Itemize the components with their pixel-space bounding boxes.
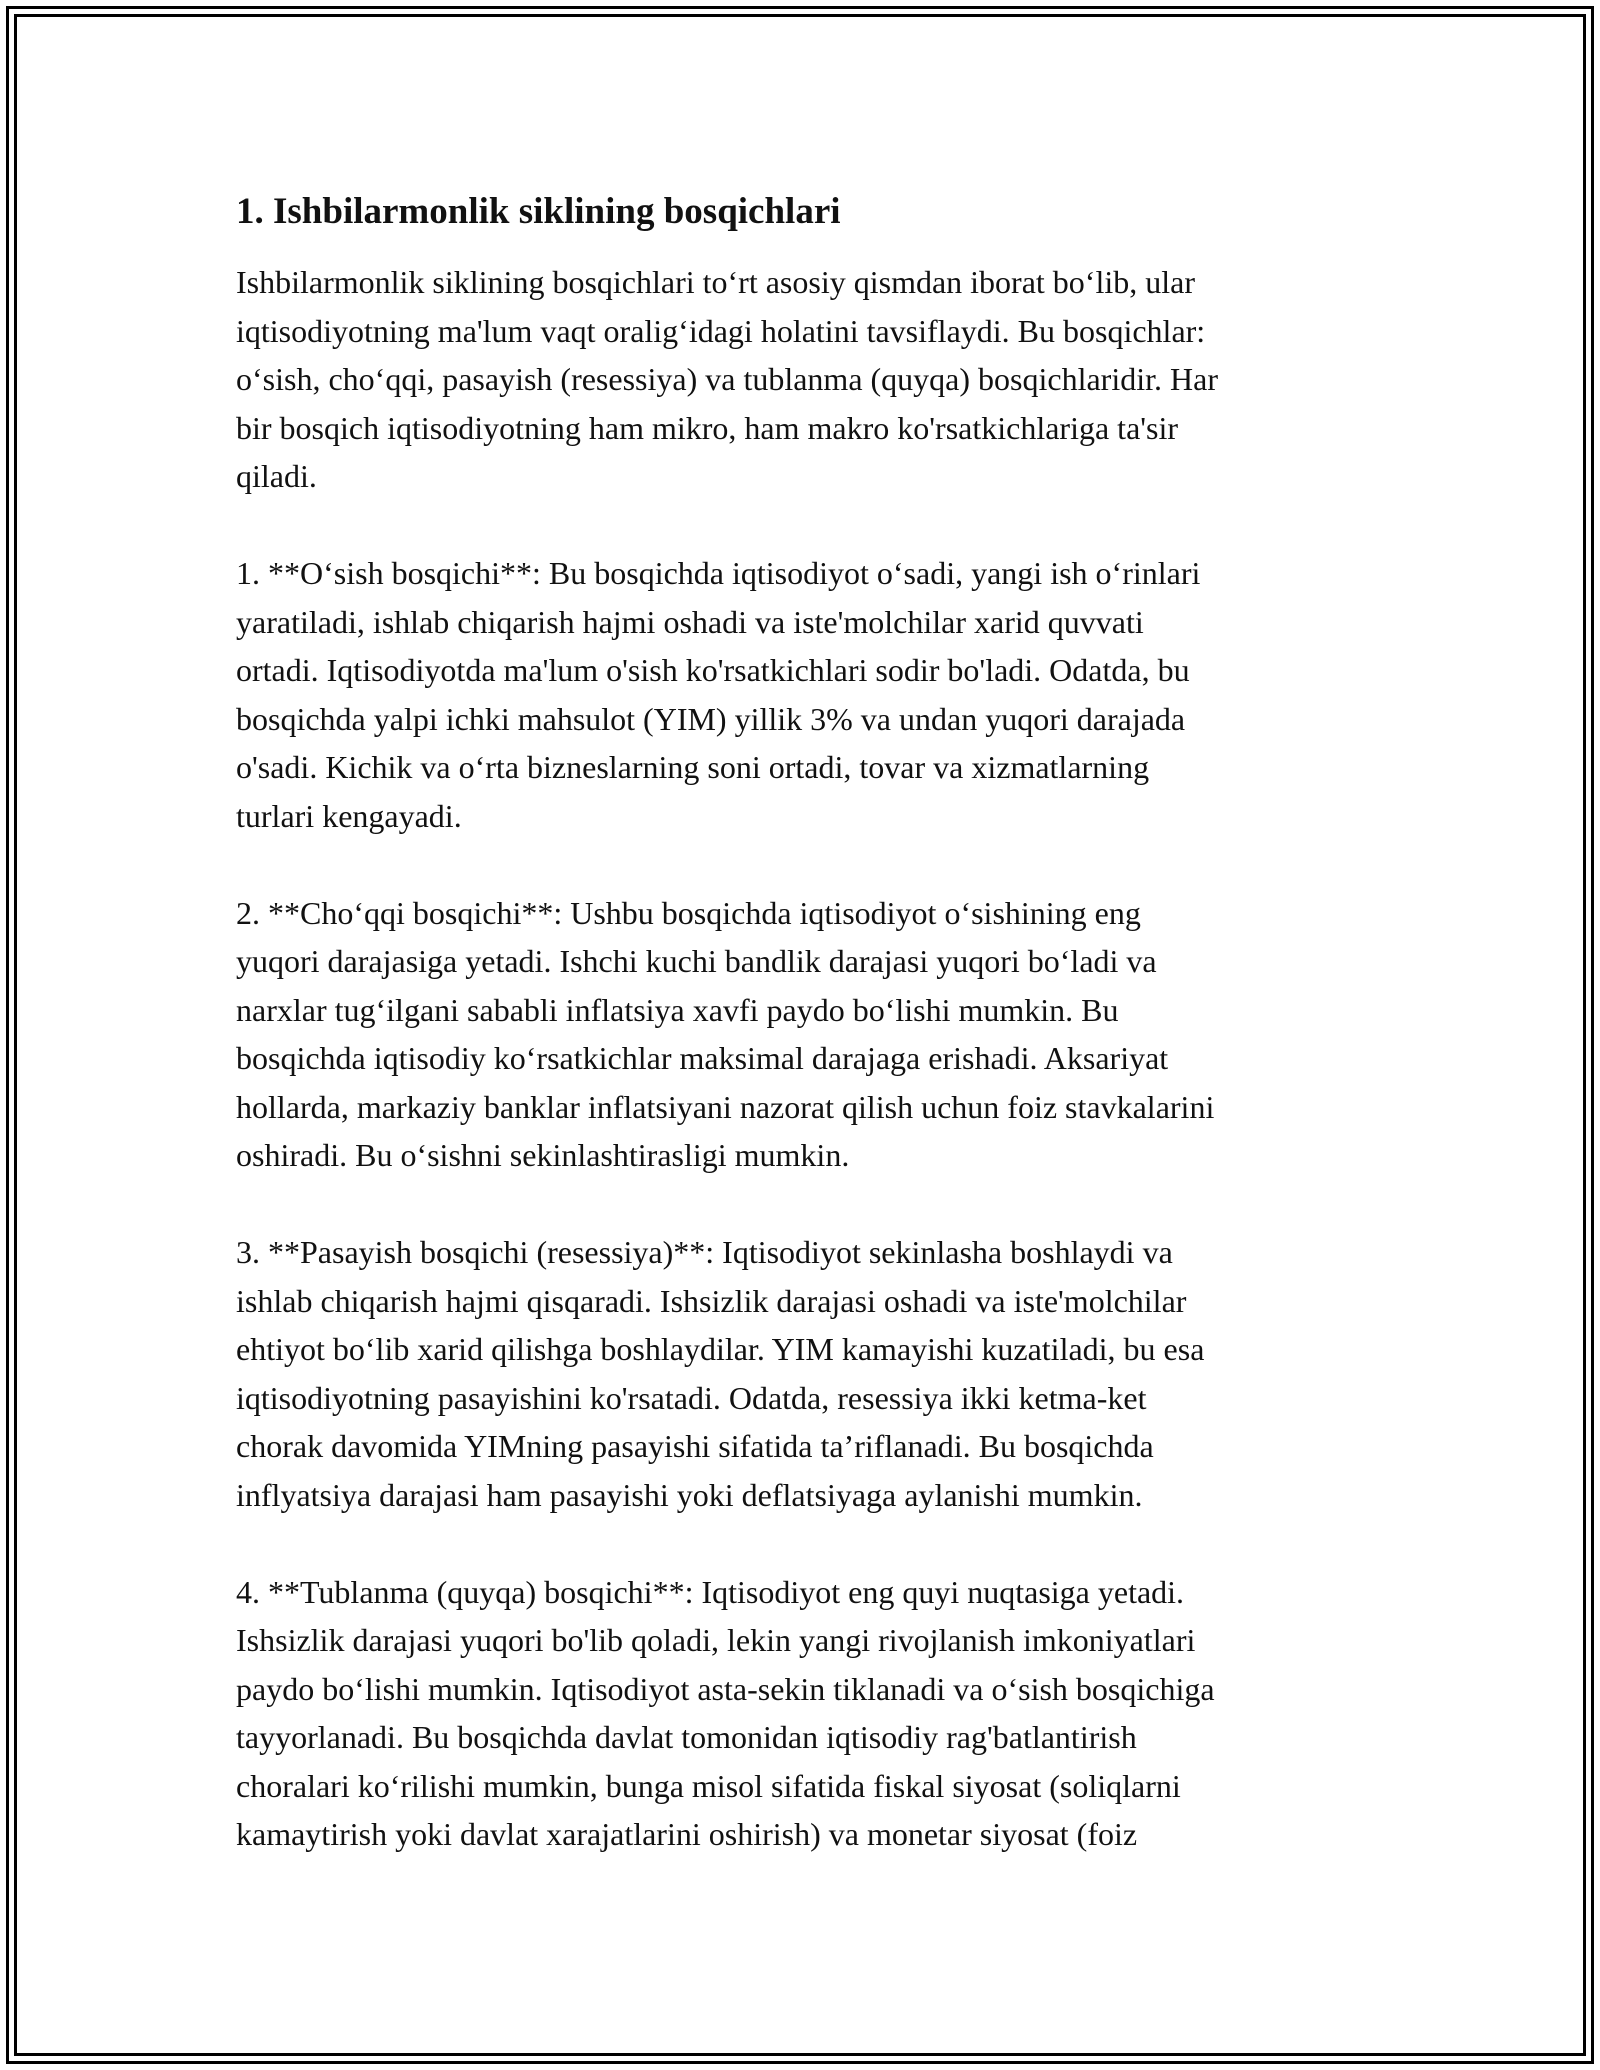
- text-line: chorak davomida YIMning pasayishi sifatida ta’riflanadi. Bu bosqichda: [236, 1428, 1154, 1464]
- section-heading: 1. Ishbilarmonlik siklining bosqichlari: [236, 191, 841, 232]
- paragraph-gap: [236, 1180, 1376, 1229]
- text-line: ishlab chiqarish hajmi qisqaradi. Ishsizlik darajasi oshadi va iste'molchilar: [236, 1282, 1187, 1319]
- text-line: hollarda, markaziy banklar inflatsiyani nazorat qilish uchun foiz stavkalarini: [236, 1088, 1215, 1125]
- paragraph-gap: [236, 840, 1376, 889]
- text-line: oshiradi. Bu o‘sishni sekinlashtirasligi mumkin.: [236, 1137, 850, 1173]
- intro-paragraph: [236, 258, 1376, 501]
- text-line: o'sadi. Kichik va o‘rta bizneslarning soni ortadi, tovar va xizmatlarning: [236, 749, 1150, 785]
- text-line: inflyatsiya darajasi ham pasayishi yoki deflatsiyaga aylanishi mumkin.: [236, 1476, 1143, 1513]
- trough-stage-paragraph: [236, 1568, 1376, 1859]
- text-line: bosqichda iqtisodiy ko‘rsatkichlar maksimal darajaga erishadi. Aksariyat: [236, 1040, 1169, 1076]
- text-line: tayyorlanadi. Bu bosqichda davlat tomonidan iqtisodiy rag'batlantirish: [236, 1719, 1137, 1755]
- text-line: turlari kengayadi.: [236, 797, 462, 834]
- text-line: ehtiyot bo‘lib xarid qilishga boshlaydilar. YIM kamayishi kuzatiladi, bu esa: [236, 1331, 1205, 1367]
- text-line: iqtisodiyotning ma'lum vaqt oralig‘idagi holatini tavsiflaydi. Bu bosqichlar:: [236, 312, 1206, 349]
- text-line: yuqori darajasiga yetadi. Ishchi kuchi bandlik darajasi yuqori bo‘ladi va: [236, 943, 1157, 979]
- text-line: qiladi.: [236, 458, 317, 494]
- document-body: [236, 188, 1376, 1859]
- text-line: 3. **Pasayish bosqichi (resessiya)**: Iqtisodiyot sekinlasha boshlaydi va: [236, 1234, 1173, 1270]
- text-line: ortadi. Iqtisodiyotda ma'lum o'sish ko'rsatkichlari sodir bo'ladi. Odatda, bu: [236, 652, 1190, 688]
- text-line: bir bosqich iqtisodiyotning ham mikro, ham makro ko'rsatkichlariga ta'sir: [236, 409, 1179, 446]
- text-line: 1. **O‘sish bosqichi**: Bu bosqichda iqtisodiyot o‘sadi, yangi ish o‘rinlari: [236, 555, 1201, 591]
- text-line: Ishbilarmonlik siklining bosqichlari to‘rt asosiy qismdan iborat bo‘lib, ular: [236, 264, 1195, 300]
- text-line: 4. **Tublanma (quyqa) bosqichi**: Iqtisodiyot eng quyi nuqtasiga yetadi.: [236, 1573, 1185, 1610]
- text-line: yaratiladi, ishlab chiqarish hajmi oshadi va iste'molchilar xarid quvvati: [236, 603, 1144, 640]
- paragraph-gap: [236, 1519, 1376, 1568]
- peak-stage-paragraph: [236, 889, 1376, 1180]
- text-line: choralari ko‘rilishi mumkin, bunga misol sifatida fiskal siyosat (soliqlarni: [236, 1767, 1181, 1804]
- growth-stage-paragraph: [236, 549, 1376, 840]
- paragraph-gap: [236, 501, 1376, 550]
- text-line: bosqichda yalpi ichki mahsulot (YIM) yillik 3% va undan yuqori darajada: [236, 700, 1186, 737]
- text-line: iqtisodiyotning pasayishini ko'rsatadi. Odatda, resessiya ikki ketma-ket: [236, 1379, 1147, 1416]
- text-line: o‘sish, cho‘qqi, pasayish (resessiya) va tublanma (quyqa) bosqichlaridir. Har: [236, 361, 1218, 397]
- text-line: narxlar tug‘ilgani sababli inflatsiya xavfi paydo bo‘lishi mumkin. Bu: [236, 991, 1119, 1028]
- text-line: Ishsizlik darajasi yuqori bo'lib qoladi, lekin yangi rivojlanish imkoniyatlari: [236, 1622, 1196, 1658]
- recession-stage-paragraph: [236, 1228, 1376, 1519]
- text-line: 2. **Cho‘qqi bosqichi**: Ushbu bosqichda iqtisodiyot o‘sishining eng: [236, 894, 1141, 931]
- text-line: kamaytirish yoki davlat xarajatlarini oshirish) va monetar siyosat (foiz: [236, 1816, 1138, 1852]
- text-line: paydo bo‘lishi mumkin. Iqtisodiyot asta-sekin tiklanadi va o‘sish bosqichiga: [236, 1670, 1215, 1707]
